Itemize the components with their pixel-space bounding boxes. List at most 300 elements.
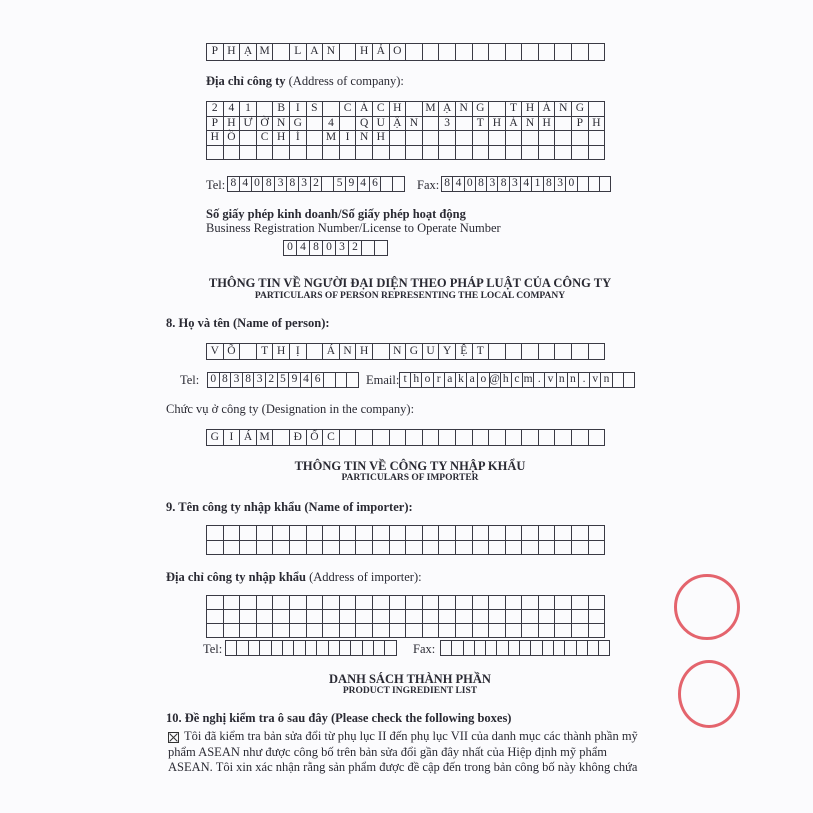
person-tel-cell: 6 xyxy=(312,373,324,388)
importer-address-cell xyxy=(456,596,473,610)
company-name-cell: A xyxy=(307,44,324,61)
importer-name-cell xyxy=(439,526,456,541)
person-name-cell: U xyxy=(423,344,440,360)
person-email-cell: h xyxy=(501,373,512,388)
importer-address-cell xyxy=(473,610,490,624)
importer-address-cell xyxy=(522,596,539,610)
address-cell xyxy=(572,146,589,161)
address-cell: P xyxy=(572,117,589,132)
address-cell: Á xyxy=(539,102,556,117)
importer-address-cell xyxy=(290,610,307,624)
address-cell: N xyxy=(273,117,290,132)
address-cell: G xyxy=(572,102,589,117)
importer-name-cell xyxy=(506,526,523,541)
item9-label: 9. Tên công ty nhập khẩu (Name of importer): xyxy=(166,500,413,514)
importer-address-cell xyxy=(207,624,224,638)
address-cell: H xyxy=(489,117,506,132)
importer-address-cell xyxy=(489,610,506,624)
company-name-grid xyxy=(206,43,605,61)
person-email-cell: n xyxy=(601,373,612,388)
address-cell xyxy=(307,117,324,132)
address-cell xyxy=(307,146,324,161)
person-name-cell: Ị xyxy=(290,344,307,360)
company-name-cell xyxy=(473,44,490,61)
company-tel-cell: 4 xyxy=(240,177,252,192)
importer-name-cell xyxy=(290,541,307,556)
company-name-cell: H xyxy=(224,44,241,61)
address-cell: H xyxy=(589,117,606,132)
importer-address-cell xyxy=(224,624,241,638)
importer-address-cell xyxy=(456,624,473,638)
company-tel-cell: 4 xyxy=(358,177,370,192)
person-name-cell: G xyxy=(406,344,423,360)
importer-name-cell xyxy=(273,526,290,541)
importer-address-cell xyxy=(489,624,506,638)
importer-name-cell xyxy=(373,541,390,556)
importer-name-cell xyxy=(555,541,572,556)
company-name-cell xyxy=(406,44,423,61)
company-name-cell xyxy=(555,44,572,61)
email-label: Email: xyxy=(366,373,400,387)
company-fax-cell: 3 xyxy=(510,177,521,192)
company-tel-cell: 8 xyxy=(287,177,299,192)
address-cell: G xyxy=(290,117,307,132)
importer-tel-cell xyxy=(226,641,237,656)
address-cell: H xyxy=(207,131,224,146)
importer-fax-cell xyxy=(543,641,554,656)
importer-address-cell xyxy=(473,624,490,638)
designation-grid xyxy=(206,429,605,446)
importer-address-label: Địa chỉ công ty nhập khẩu (Address of importer): xyxy=(166,570,422,584)
importer-name-cell xyxy=(539,526,556,541)
importer-address-cell xyxy=(307,624,324,638)
address-cell xyxy=(406,102,423,117)
importer-address-cell xyxy=(340,624,357,638)
company-name-cell: M xyxy=(257,44,274,61)
person-name-cell: H xyxy=(356,344,373,360)
red-stamp-bottom xyxy=(678,660,740,728)
designation-cell xyxy=(473,430,490,446)
address-cell: G xyxy=(473,102,490,117)
company-fax-cell: 4 xyxy=(453,177,464,192)
importer-tel-cell xyxy=(260,641,271,656)
address-cell: À xyxy=(506,117,523,132)
address-cell: B xyxy=(273,102,290,117)
company-fax-grid xyxy=(441,176,611,192)
address-cell: 1 xyxy=(240,102,257,117)
address-cell xyxy=(423,117,440,132)
importer-address-cell xyxy=(390,596,407,610)
address-cell: Ư xyxy=(240,117,257,132)
address-cell: N xyxy=(456,102,473,117)
importer-fax-cell xyxy=(464,641,475,656)
person-name-cell xyxy=(307,344,324,360)
address-cell xyxy=(456,146,473,161)
importer-fax-label: Fax: xyxy=(413,642,436,656)
address-cell xyxy=(290,146,307,161)
address-cell xyxy=(506,131,523,146)
company-address-grid xyxy=(206,101,605,160)
designation-cell xyxy=(406,430,423,446)
person-email-cell xyxy=(613,373,624,388)
importer-tel-cell xyxy=(351,641,362,656)
address-cell xyxy=(390,131,407,146)
importer-tel-cell xyxy=(374,641,385,656)
importer-address-cell xyxy=(589,596,606,610)
importer-name-cell xyxy=(406,526,423,541)
company-name-cell xyxy=(506,44,523,61)
company-name-cell: P xyxy=(207,44,224,61)
ingredients-header-en: PRODUCT INGREDIENT LIST xyxy=(342,686,478,696)
importer-name-cell xyxy=(589,526,606,541)
importer-fax-cell xyxy=(452,641,463,656)
ingredient-declaration xyxy=(168,729,643,776)
importer-fax-cell xyxy=(441,641,452,656)
company-name-cell: Ạ xyxy=(240,44,257,61)
address-cell xyxy=(439,131,456,146)
person-name-cell xyxy=(572,344,589,360)
address-cell: Q xyxy=(356,117,373,132)
importer-fax-grid[interactable] xyxy=(440,640,610,656)
importer-name-cell xyxy=(273,541,290,556)
red-stamp-top xyxy=(674,574,740,640)
company-name-cell xyxy=(489,44,506,61)
designation-label: Chức vụ ở công ty (Designation in the company): xyxy=(166,402,415,416)
designation-cell xyxy=(456,430,473,446)
address-cell xyxy=(373,146,390,161)
person-name-cell: T xyxy=(473,344,490,360)
company-name-cell xyxy=(539,44,556,61)
person-name-cell: Á xyxy=(323,344,340,360)
person-name-cell: H xyxy=(273,344,290,360)
importer-name-cell xyxy=(572,541,589,556)
importer-address-cell xyxy=(307,596,324,610)
importer-tel-cell xyxy=(272,641,283,656)
importer-address-cell xyxy=(473,596,490,610)
designation-cell: Đ xyxy=(290,430,307,446)
importer-address-cell xyxy=(506,624,523,638)
company-tel-cell: 0 xyxy=(252,177,264,192)
importer-name-cell xyxy=(340,541,357,556)
importer-tel-cell xyxy=(294,641,305,656)
person-email-cell: . xyxy=(534,373,545,388)
person-email-cell: h xyxy=(411,373,422,388)
importer-fax-cell xyxy=(565,641,576,656)
person-name-cell xyxy=(539,344,556,360)
importer-name-cell xyxy=(489,526,506,541)
address-cell xyxy=(589,146,606,161)
importer-address-cell xyxy=(589,624,606,638)
person-tel-cell: 2 xyxy=(266,373,278,388)
checked-box-icon[interactable] xyxy=(168,732,179,743)
license-cell: 0 xyxy=(284,241,297,256)
company-fax-cell: 0 xyxy=(465,177,476,192)
person-tel-cell: 3 xyxy=(254,373,266,388)
importer-tel-cell xyxy=(306,641,317,656)
importer-address-cell xyxy=(373,596,390,610)
license-cell: 4 xyxy=(297,241,310,256)
importer-fax-cell xyxy=(497,641,508,656)
importer-address-cell xyxy=(423,596,440,610)
importer-address-cell xyxy=(290,624,307,638)
company-name-cell: Ả xyxy=(373,44,390,61)
address-cell: H xyxy=(373,131,390,146)
license-cell: 3 xyxy=(336,241,349,256)
person-email-cell: k xyxy=(456,373,467,388)
designation-cell xyxy=(423,430,440,446)
address-cell xyxy=(257,102,274,117)
address-cell: Ậ xyxy=(390,117,407,132)
importer-address-cell xyxy=(555,624,572,638)
rep-header-en: PARTICULARS OF PERSON REPRESENTING THE LOCAL COMPANY xyxy=(254,291,566,301)
person-email-cell: m xyxy=(523,373,534,388)
address-cell xyxy=(207,146,224,161)
importer-address-cell xyxy=(423,610,440,624)
address-cell: U xyxy=(373,117,390,132)
address-cell: Ạ xyxy=(439,102,456,117)
importer-name-cell xyxy=(506,541,523,556)
importer-address-cell xyxy=(390,610,407,624)
address-cell: S xyxy=(307,102,324,117)
importer-name-cell xyxy=(207,526,224,541)
importer-name-cell xyxy=(224,526,241,541)
importer-address-cell xyxy=(572,610,589,624)
person-tel-label: Tel: xyxy=(180,373,200,387)
address-cell xyxy=(589,102,606,117)
address-cell xyxy=(340,146,357,161)
address-cell: H xyxy=(273,131,290,146)
company-name-cell xyxy=(572,44,589,61)
importer-name-cell xyxy=(473,541,490,556)
designation-cell: I xyxy=(224,430,241,446)
importer-name-cell xyxy=(323,541,340,556)
importer-fax-cell xyxy=(554,641,565,656)
importer-address-cell xyxy=(257,624,274,638)
address-cell xyxy=(489,131,506,146)
company-name-cell xyxy=(589,44,606,61)
person-name-cell: N xyxy=(390,344,407,360)
address-cell: N xyxy=(406,117,423,132)
importer-name-cell xyxy=(257,541,274,556)
importer-fax-cell xyxy=(588,641,599,656)
company-tel-cell xyxy=(322,177,334,192)
address-cell: N xyxy=(555,102,572,117)
address-label: Địa chỉ công ty (Address of company): xyxy=(206,74,404,88)
company-fax-cell: 8 xyxy=(498,177,509,192)
importer-address-cell xyxy=(390,624,407,638)
rep-header-vi: THÔNG TIN VỀ NGƯỜI ĐẠI DIỆN THEO PHÁP LUẬT CỦA CÔNG TY xyxy=(208,276,612,290)
person-name-cell xyxy=(555,344,572,360)
importer-name-cell xyxy=(572,526,589,541)
company-tel-cell: 3 xyxy=(299,177,311,192)
designation-cell xyxy=(522,430,539,446)
company-fax-cell: 3 xyxy=(555,177,566,192)
company-fax-cell: 8 xyxy=(544,177,555,192)
person-name-cell xyxy=(522,344,539,360)
importer-fax-cell xyxy=(531,641,542,656)
importer-name-cell xyxy=(356,541,373,556)
person-name-cell: Y xyxy=(439,344,456,360)
importer-fax-cell xyxy=(486,641,497,656)
importer-name-cell xyxy=(323,526,340,541)
company-name-cell: O xyxy=(390,44,407,61)
person-name-cell xyxy=(373,344,390,360)
importer-address-cell xyxy=(539,624,556,638)
importer-address-grid[interactable] xyxy=(206,595,605,638)
company-fax-cell: 4 xyxy=(521,177,532,192)
address-cell: N xyxy=(356,131,373,146)
importer-fax-cell xyxy=(509,641,520,656)
person-email-cell xyxy=(624,373,635,388)
person-email-cell: o xyxy=(422,373,433,388)
designation-cell xyxy=(555,430,572,446)
importer-name-cell xyxy=(307,541,324,556)
importer-name-cell xyxy=(340,526,357,541)
address-cell: M xyxy=(323,131,340,146)
importer-address-cell xyxy=(273,624,290,638)
designation-cell: C xyxy=(323,430,340,446)
address-cell xyxy=(555,117,572,132)
address-cell xyxy=(555,131,572,146)
importer-address-cell xyxy=(257,596,274,610)
importer-address-cell xyxy=(323,610,340,624)
importer-address-cell xyxy=(240,610,257,624)
importer-address-cell xyxy=(423,624,440,638)
address-cell xyxy=(390,146,407,161)
importer-address-cell xyxy=(307,610,324,624)
address-cell: M xyxy=(423,102,440,117)
importer-tel-cell xyxy=(237,641,248,656)
importer-fax-cell xyxy=(520,641,531,656)
designation-cell xyxy=(356,430,373,446)
address-cell xyxy=(257,146,274,161)
company-tel-cell xyxy=(381,177,393,192)
importer-address-cell xyxy=(240,596,257,610)
importer-tel-grid[interactable] xyxy=(225,640,397,656)
license-cell xyxy=(375,241,388,256)
designation-cell xyxy=(273,430,290,446)
address-cell: 4 xyxy=(224,102,241,117)
designation-cell xyxy=(390,430,407,446)
importer-name-grid[interactable] xyxy=(206,525,605,555)
company-name-cell: H xyxy=(356,44,373,61)
person-email-cell: t xyxy=(400,373,411,388)
importer-address-cell xyxy=(356,596,373,610)
person-name-cell: T xyxy=(257,344,274,360)
person-tel-cell: 8 xyxy=(243,373,255,388)
address-cell: I xyxy=(290,102,307,117)
person-email-cell: a xyxy=(467,373,478,388)
company-tel-cell: 5 xyxy=(334,177,346,192)
address-cell xyxy=(323,146,340,161)
designation-cell: Á xyxy=(240,430,257,446)
address-cell: C xyxy=(257,131,274,146)
importer-name-cell xyxy=(257,526,274,541)
address-cell xyxy=(240,131,257,146)
person-tel-cell: 8 xyxy=(220,373,232,388)
company-name-cell xyxy=(273,44,290,61)
address-cell: 3 xyxy=(439,117,456,132)
company-fax-cell: 8 xyxy=(442,177,453,192)
address-cell xyxy=(489,102,506,117)
address-cell xyxy=(522,131,539,146)
company-tel-cell: 8 xyxy=(228,177,240,192)
designation-cell: Ố xyxy=(307,430,324,446)
address-cell xyxy=(307,131,324,146)
person-name-cell xyxy=(240,344,257,360)
person-email-cell: n xyxy=(557,373,568,388)
item8-label: 8. Họ và tên (Name of person): xyxy=(166,316,330,330)
importer-address-cell xyxy=(373,610,390,624)
address-cell: C xyxy=(340,102,357,117)
importer-name-cell xyxy=(522,541,539,556)
importer-name-cell xyxy=(522,526,539,541)
importer-address-cell xyxy=(539,610,556,624)
address-cell xyxy=(423,131,440,146)
license-label-vi: Số giấy phép kinh doanh/Số giấy phép hoạt động xyxy=(206,207,466,221)
importer-address-cell xyxy=(356,610,373,624)
importer-address-cell xyxy=(555,596,572,610)
company-name-cell xyxy=(423,44,440,61)
person-tel-cell xyxy=(324,373,336,388)
address-cell xyxy=(555,146,572,161)
importer-address-cell xyxy=(290,596,307,610)
address-cell xyxy=(224,146,241,161)
address-cell: Ồ xyxy=(224,131,241,146)
address-cell xyxy=(473,131,490,146)
company-tel-cell xyxy=(393,177,405,192)
importer-address-cell xyxy=(224,610,241,624)
importer-tel-cell xyxy=(363,641,374,656)
person-tel-cell: 9 xyxy=(289,373,301,388)
company-fax-cell xyxy=(578,177,589,192)
importer-address-cell xyxy=(439,624,456,638)
person-name-cell: V xyxy=(207,344,224,360)
importer-tel-cell xyxy=(283,641,294,656)
address-cell xyxy=(489,146,506,161)
designation-cell xyxy=(506,430,523,446)
importer-name-cell xyxy=(406,541,423,556)
license-number-grid xyxy=(283,240,388,256)
address-cell xyxy=(240,146,257,161)
company-tel-grid xyxy=(227,176,405,192)
address-cell: 4 xyxy=(323,117,340,132)
importer-address-cell xyxy=(340,596,357,610)
address-cell: 2 xyxy=(207,102,224,117)
address-cell: P xyxy=(207,117,224,132)
importer-address-cell xyxy=(572,624,589,638)
importer-name-cell xyxy=(390,541,407,556)
importer-address-cell xyxy=(240,624,257,638)
address-cell xyxy=(406,146,423,161)
importer-address-cell xyxy=(257,610,274,624)
importer-name-cell xyxy=(456,541,473,556)
importer-name-cell xyxy=(539,541,556,556)
person-tel-cell: 4 xyxy=(301,373,313,388)
address-cell: H xyxy=(539,117,556,132)
person-name-cell: Õ xyxy=(224,344,241,360)
importer-address-cell xyxy=(489,596,506,610)
person-email-cell: a xyxy=(445,373,456,388)
person-email-cell: v xyxy=(590,373,601,388)
person-tel-cell xyxy=(336,373,348,388)
company-tel-cell: 8 xyxy=(263,177,275,192)
license-label-en: Business Registration Number/License to Operate Number xyxy=(206,221,501,235)
person-tel-cell: 3 xyxy=(231,373,243,388)
importer-name-cell xyxy=(207,541,224,556)
importer-address-cell xyxy=(456,610,473,624)
importer-fax-cell xyxy=(577,641,588,656)
